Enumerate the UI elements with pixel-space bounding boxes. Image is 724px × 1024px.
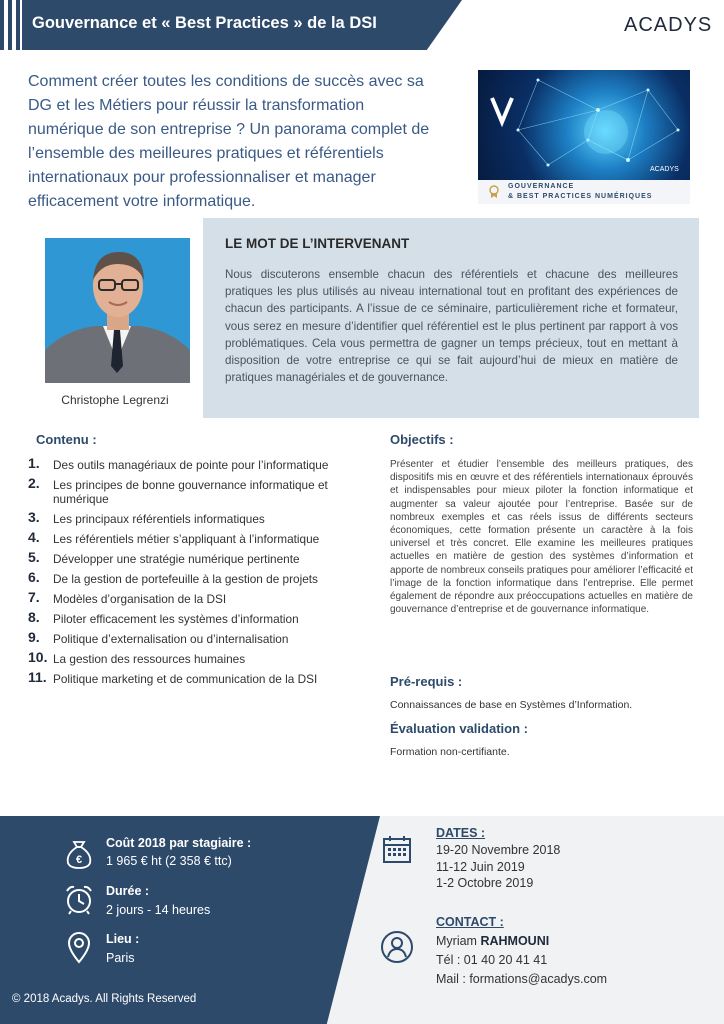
- contact-mail[interactable]: Mail : formations@acadys.com: [436, 972, 608, 986]
- list-text: Politique marketing et de communication de la DSI: [53, 672, 318, 686]
- list-item: [28, 649, 368, 672]
- list-number: 5.: [28, 549, 40, 565]
- contact-name: [436, 934, 549, 948]
- objectifs-text: Présenter et étudier l’ensemble des meilleurs pratiques, des dispositifs mis en œuvre et des référentiels internationaux éprouvés et indispensables pour mieux piloter la fonction informatique et augmenter sa valeur ajoutée pour l’entreprise. Basée sur de nombreux exemples et cas réels issus de différents secteurs économiques, cette formation présente un caractère à la fois universel et très concret. Elle examine les meilleures pratiques actuelles en matière de gestion des systèmes d’information et apporte de nombreux conseils pratiques pour améliorer l’efficacité et l’image de la fonction informatique dans l’entreprise. Elle permet également de répondre aux préoccupations actuelles en matière de gouvernance d’entreprise et de gouvernance informatique.: [390, 459, 693, 616]
- map-pin-icon: [62, 930, 96, 964]
- list-text: Politique d’externalisation ou d’internalisation: [53, 632, 289, 646]
- list-item: [28, 549, 368, 572]
- list-number: 6.: [28, 569, 40, 585]
- date-item: 19-20 Novembre 2018: [436, 843, 561, 857]
- prerequis-heading: Pré-requis :: [390, 674, 463, 689]
- list-text: Piloter efficacement les systèmes d’information: [53, 612, 299, 626]
- speaker-photo: [45, 238, 190, 383]
- list-number: 1.: [28, 455, 40, 471]
- acadys-logo: ACADYS: [624, 14, 713, 36]
- contenu-heading: Contenu :: [36, 432, 97, 447]
- speaker-section: [27, 218, 699, 418]
- list-number: 3.: [28, 509, 40, 525]
- hero-caption-line2: & BEST PRACTICES NUMÉRIQUES: [508, 193, 653, 200]
- hero-caption: [478, 180, 690, 204]
- contact-first-name: Myriam: [436, 934, 477, 948]
- money-bag-icon: [62, 836, 96, 870]
- list-number: 10.: [28, 649, 48, 665]
- list-text: Les principaux référentiels informatiques: [53, 512, 265, 526]
- badge-icon: [488, 185, 500, 199]
- objectifs-heading: Objectifs :: [390, 432, 454, 447]
- date-item: 1-2 Octobre 2019: [436, 876, 534, 890]
- alarm-clock-icon: [62, 882, 96, 916]
- list-item: [28, 669, 368, 692]
- hero-logo: ACADYS: [650, 166, 679, 173]
- page-title: Gouvernance et « Best Practices » de la DSI: [32, 14, 377, 32]
- place-value: Paris: [106, 951, 135, 965]
- hero-picture: [478, 70, 690, 180]
- speaker-card: [27, 218, 203, 418]
- date-item: 11-12 Juin 2019: [436, 860, 525, 874]
- list-text: De la gestion de portefeuille à la gestion de projets: [53, 572, 318, 586]
- list-number: 11.: [28, 669, 47, 685]
- list-number: 7.: [28, 589, 40, 605]
- intro-paragraph: Comment créer toutes les conditions de succès avec sa DG et les Métiers pour réussir la transformation numérique de son entreprise ? Un panorama complet de l’ensemble des meilleures pratiques et référentiels internationaux pour professionnaliser et manager efficacement votre informatique.: [28, 73, 430, 210]
- list-item: [28, 589, 368, 612]
- evaluation-text: Formation non-certifiante.: [390, 746, 510, 758]
- list-item: [28, 529, 368, 552]
- dates-heading: DATES :: [436, 826, 486, 840]
- hero-caption-line1: GOUVERNANCE: [508, 183, 575, 190]
- user-icon: [380, 930, 414, 964]
- list-item: [28, 609, 368, 632]
- list-item: [28, 509, 368, 532]
- list-number: 8.: [28, 609, 40, 625]
- speaker-text: Nous discuterons ensemble chacun des référentiels et chacune des meilleures pratiques les plus utilisés au niveau international tout en profitant des expériences de chacun des participants. A l’issue de ce séminaire, particulièrement riche et formateur, vous serez en mesure d’identifier quel référentiel est le plus pertinent par rapport à vos problématiques. Cela vous permettra de gagner un temps précieux, tout en mettant à disposition de votre entreprise ce qui se fait aujourd’hui de mieux en matière de pratiques managériales et de gouvernance.: [225, 268, 678, 385]
- list-item: [28, 455, 368, 478]
- contenu-list: [28, 455, 368, 692]
- place-label: Lieu :: [106, 932, 140, 946]
- list-text: Modèles d’organisation de la DSI: [53, 592, 227, 606]
- list-text: Les principes de bonne gouvernance informatique et numérique: [53, 478, 328, 506]
- list-item: [28, 629, 368, 652]
- list-text: Développer une stratégie numérique pertinente: [53, 552, 300, 566]
- list-number: 4.: [28, 529, 40, 545]
- evaluation-heading: Évaluation validation :: [390, 721, 528, 736]
- cost-value: 1 965 € ht (2 358 € ttc): [106, 854, 232, 868]
- prerequis-text: Connaissances de base en Systèmes d’Information.: [390, 699, 633, 711]
- contact-last-name: RAHMOUNI: [480, 934, 550, 948]
- list-text: Des outils managériaux de pointe pour l’informatique: [53, 458, 329, 472]
- calendar-icon: [380, 832, 414, 866]
- contact-heading: CONTACT :: [436, 915, 504, 929]
- svg-text:€: €: [75, 854, 83, 866]
- speaker-heading: LE MOT DE L’INTERVENANT: [225, 236, 410, 251]
- list-item: [28, 475, 368, 512]
- list-item: [28, 569, 368, 592]
- cost-label: Coût 2018 par stagiaire :: [106, 836, 252, 850]
- list-text: Les référentiels métier s’appliquant à l’informatique: [53, 532, 320, 546]
- hero-image: [478, 70, 690, 204]
- contact-phone: Tél : 01 40 20 41 41: [436, 953, 548, 967]
- list-number: 9.: [28, 629, 40, 645]
- speaker-name: Christophe Legrenzi: [61, 393, 169, 407]
- copyright: © 2018 Acadys. All Rights Reserved: [12, 993, 197, 1005]
- duration-value: 2 jours - 14 heures: [106, 903, 211, 917]
- list-text: La gestion des ressources humaines: [53, 652, 246, 666]
- list-number: 2.: [28, 475, 40, 491]
- duration-label: Durée :: [106, 884, 150, 898]
